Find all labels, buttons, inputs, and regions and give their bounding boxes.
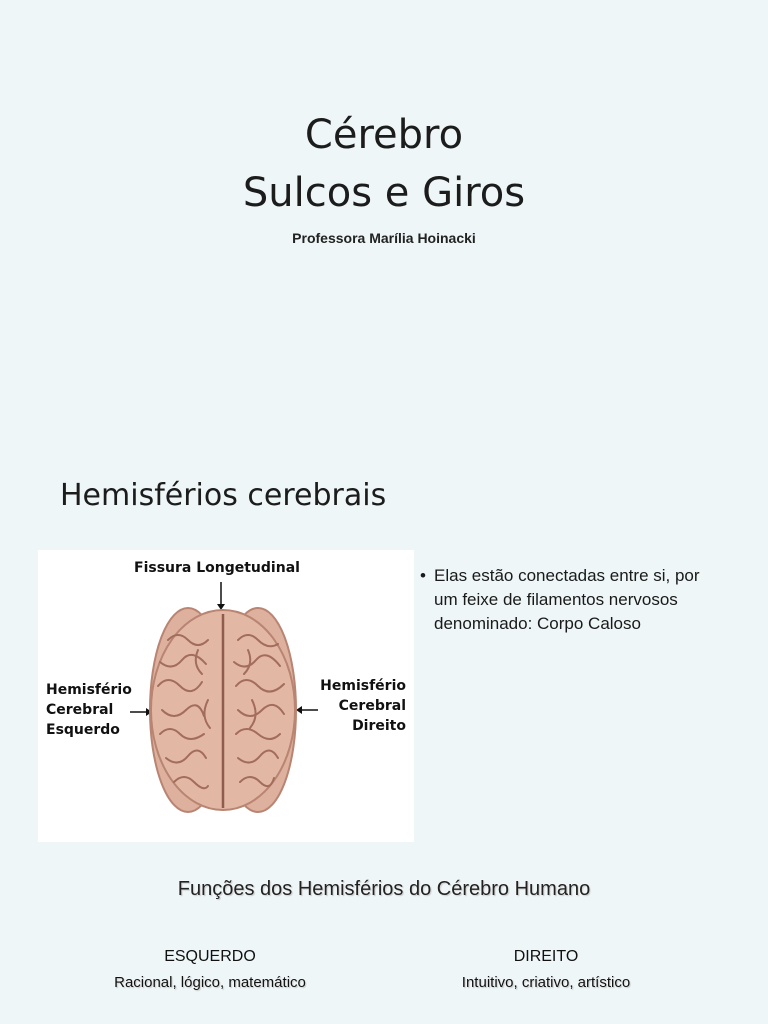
slide-title-line2: Sulcos e Giros	[242, 170, 526, 216]
label-right-line1: Hemisfério	[320, 678, 406, 694]
bullet-icon: •	[420, 566, 426, 585]
right-heading: DIREITO	[513, 948, 579, 965]
bullet-list	[420, 564, 720, 636]
hemispheres-slide	[0, 460, 768, 860]
left-heading: ESQUERDO	[164, 948, 256, 965]
label-left-line2: Cerebral	[46, 702, 114, 718]
label-longitudinal-fissure: Fissura Longetudinal	[134, 560, 300, 576]
brain-figure	[38, 550, 414, 842]
label-right-line3: Direito	[352, 718, 406, 734]
left-traits: Racional, lógico, matemático	[114, 974, 306, 991]
slide-title-line1: Cérebro	[304, 112, 464, 158]
author-name: Professora Marília Hoinacki	[292, 230, 476, 246]
bullet-item	[420, 564, 720, 636]
label-right-line2: Cerebral	[338, 698, 406, 714]
functions-slide	[0, 868, 768, 1024]
brain-illustration	[38, 550, 414, 842]
title-slide	[0, 0, 768, 440]
slide-heading: Hemisférios cerebrais	[60, 478, 387, 513]
label-left-line3: Esquerdo	[46, 722, 120, 738]
label-left-line1: Hemisfério	[46, 682, 132, 698]
right-traits: Intuitivo, criativo, artístico	[461, 974, 631, 991]
bullet-text: Elas estão conectadas entre si, por um feixe de filamentos nervosos denominado: Corpo Caloso	[434, 566, 700, 633]
functions-title: Funções dos Hemisférios do Cérebro Humano	[177, 878, 591, 900]
